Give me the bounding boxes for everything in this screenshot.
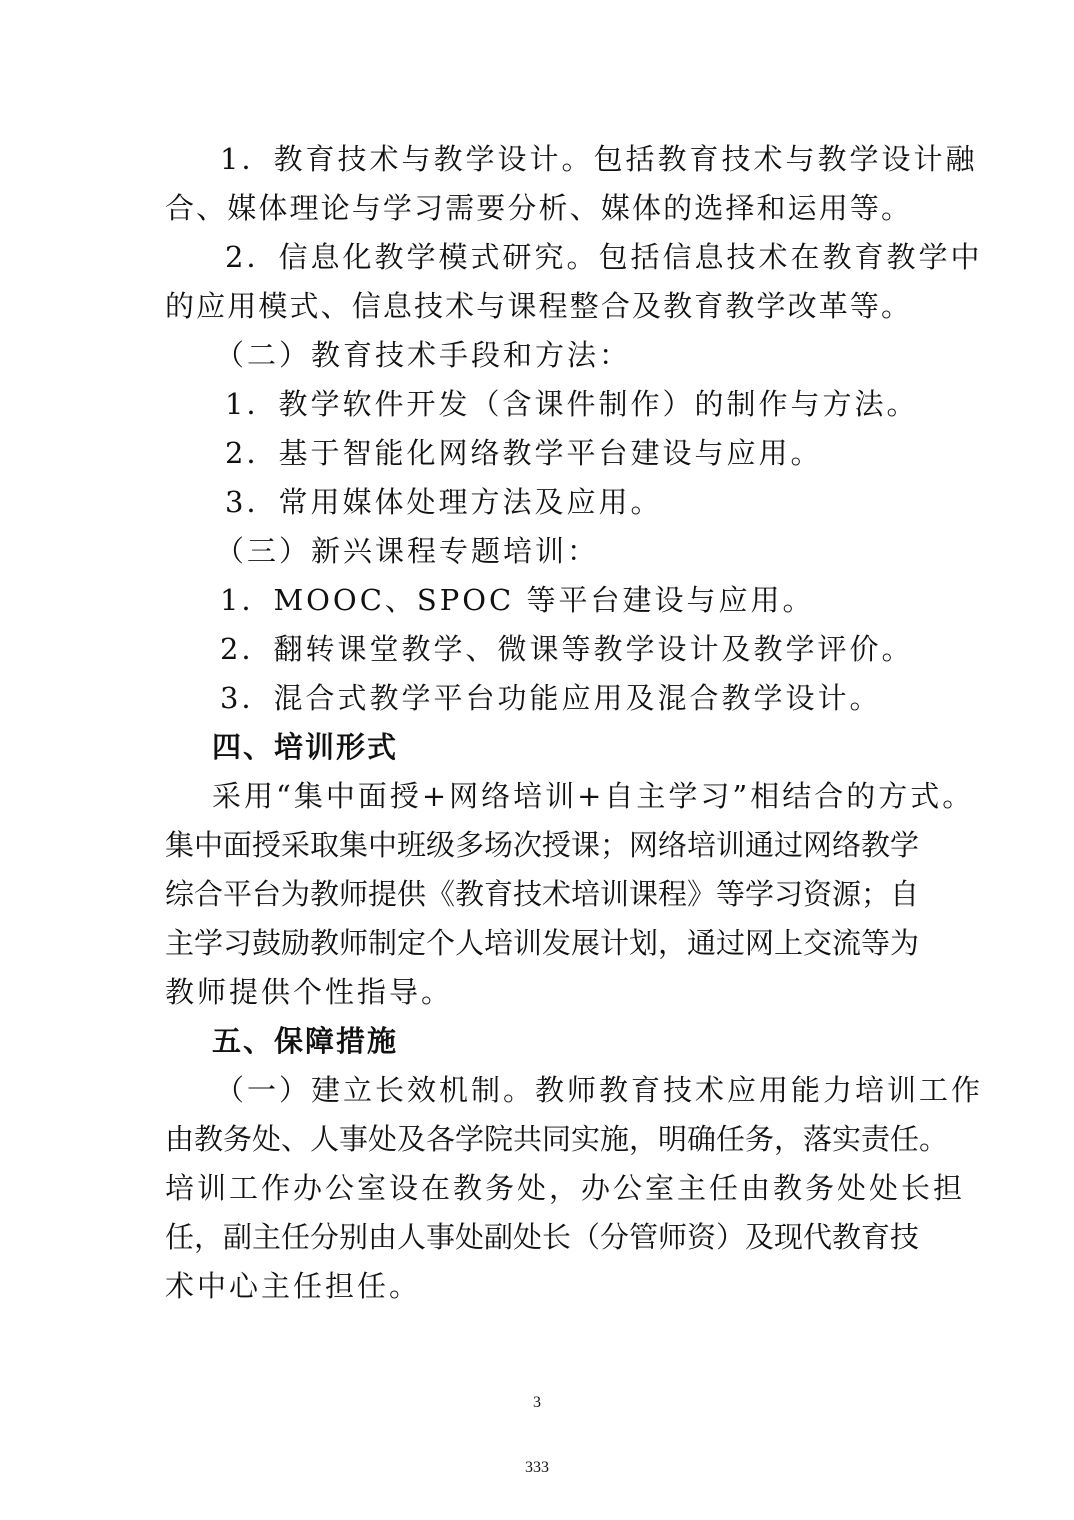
body-line: 的应用模式、信息技术与课程整合及教育教学改革等。 [165,289,910,323]
body-line: 1．MOOC、SPOC 等平台建设与应用。 [220,583,815,617]
section-heading: 五、保障措施 [212,1024,399,1058]
body-line: 2．信息化教学模式研究。包括信息技术在教育教学中 [225,240,983,274]
body-line: 2．翻转课堂教学、微课等教学设计及教学评价。 [220,632,914,666]
body-line: （一）建立长效机制。教师教育技术应用能力培训工作 [215,1073,984,1107]
body-line: 1．教育技术与教学设计。包括教育技术与教学设计融 [220,142,978,176]
body-line: 集中面授采取集中班级多场次授课；网络培训通过网络教学 [165,828,920,862]
body-line: 1．教学软件开发（含课件制作）的制作与方法。 [225,387,919,421]
body-line: 2．基于智能化网络教学平台建设与应用。 [225,436,823,470]
body-line: 培训工作办公室设在教务处，办公室主任由教务处处长担 [165,1171,966,1205]
section-heading: 四、培训形式 [212,730,399,764]
page-number: 3 [533,1394,541,1411]
body-line: 术中心主任担任。 [165,1269,422,1303]
sequence-number: 333 [525,1459,549,1476]
body-line: 教师提供个性指导。 [165,975,454,1009]
subheading: （二）教育技术手段和方法： [215,338,632,372]
body-line: 综合平台为教师提供《教育技术培训课程》等学习资源；自 [165,877,920,911]
body-line: 合、媒体理论与学习需要分析、媒体的选择和运用等。 [165,191,910,225]
body-line: 采用“集中面授+网络培训+自主学习”相结合的方式。 [212,779,975,813]
body-line: 任，副主任分别由人事处副处长（分管师资）及现代教育技 [165,1220,920,1254]
body-line: 3．常用媒体处理方法及应用。 [225,485,663,519]
subheading: （三）新兴课程专题培训： [215,534,600,568]
body-line: 3．混合式教学平台功能应用及混合教学设计。 [220,681,882,715]
body-line: 由教务处、人事处及各学院共同实施，明确任务，落实责任。 [165,1122,949,1156]
body-line: 主学习鼓励教师制定个人培训发展计划，通过网上交流等为 [165,926,920,960]
